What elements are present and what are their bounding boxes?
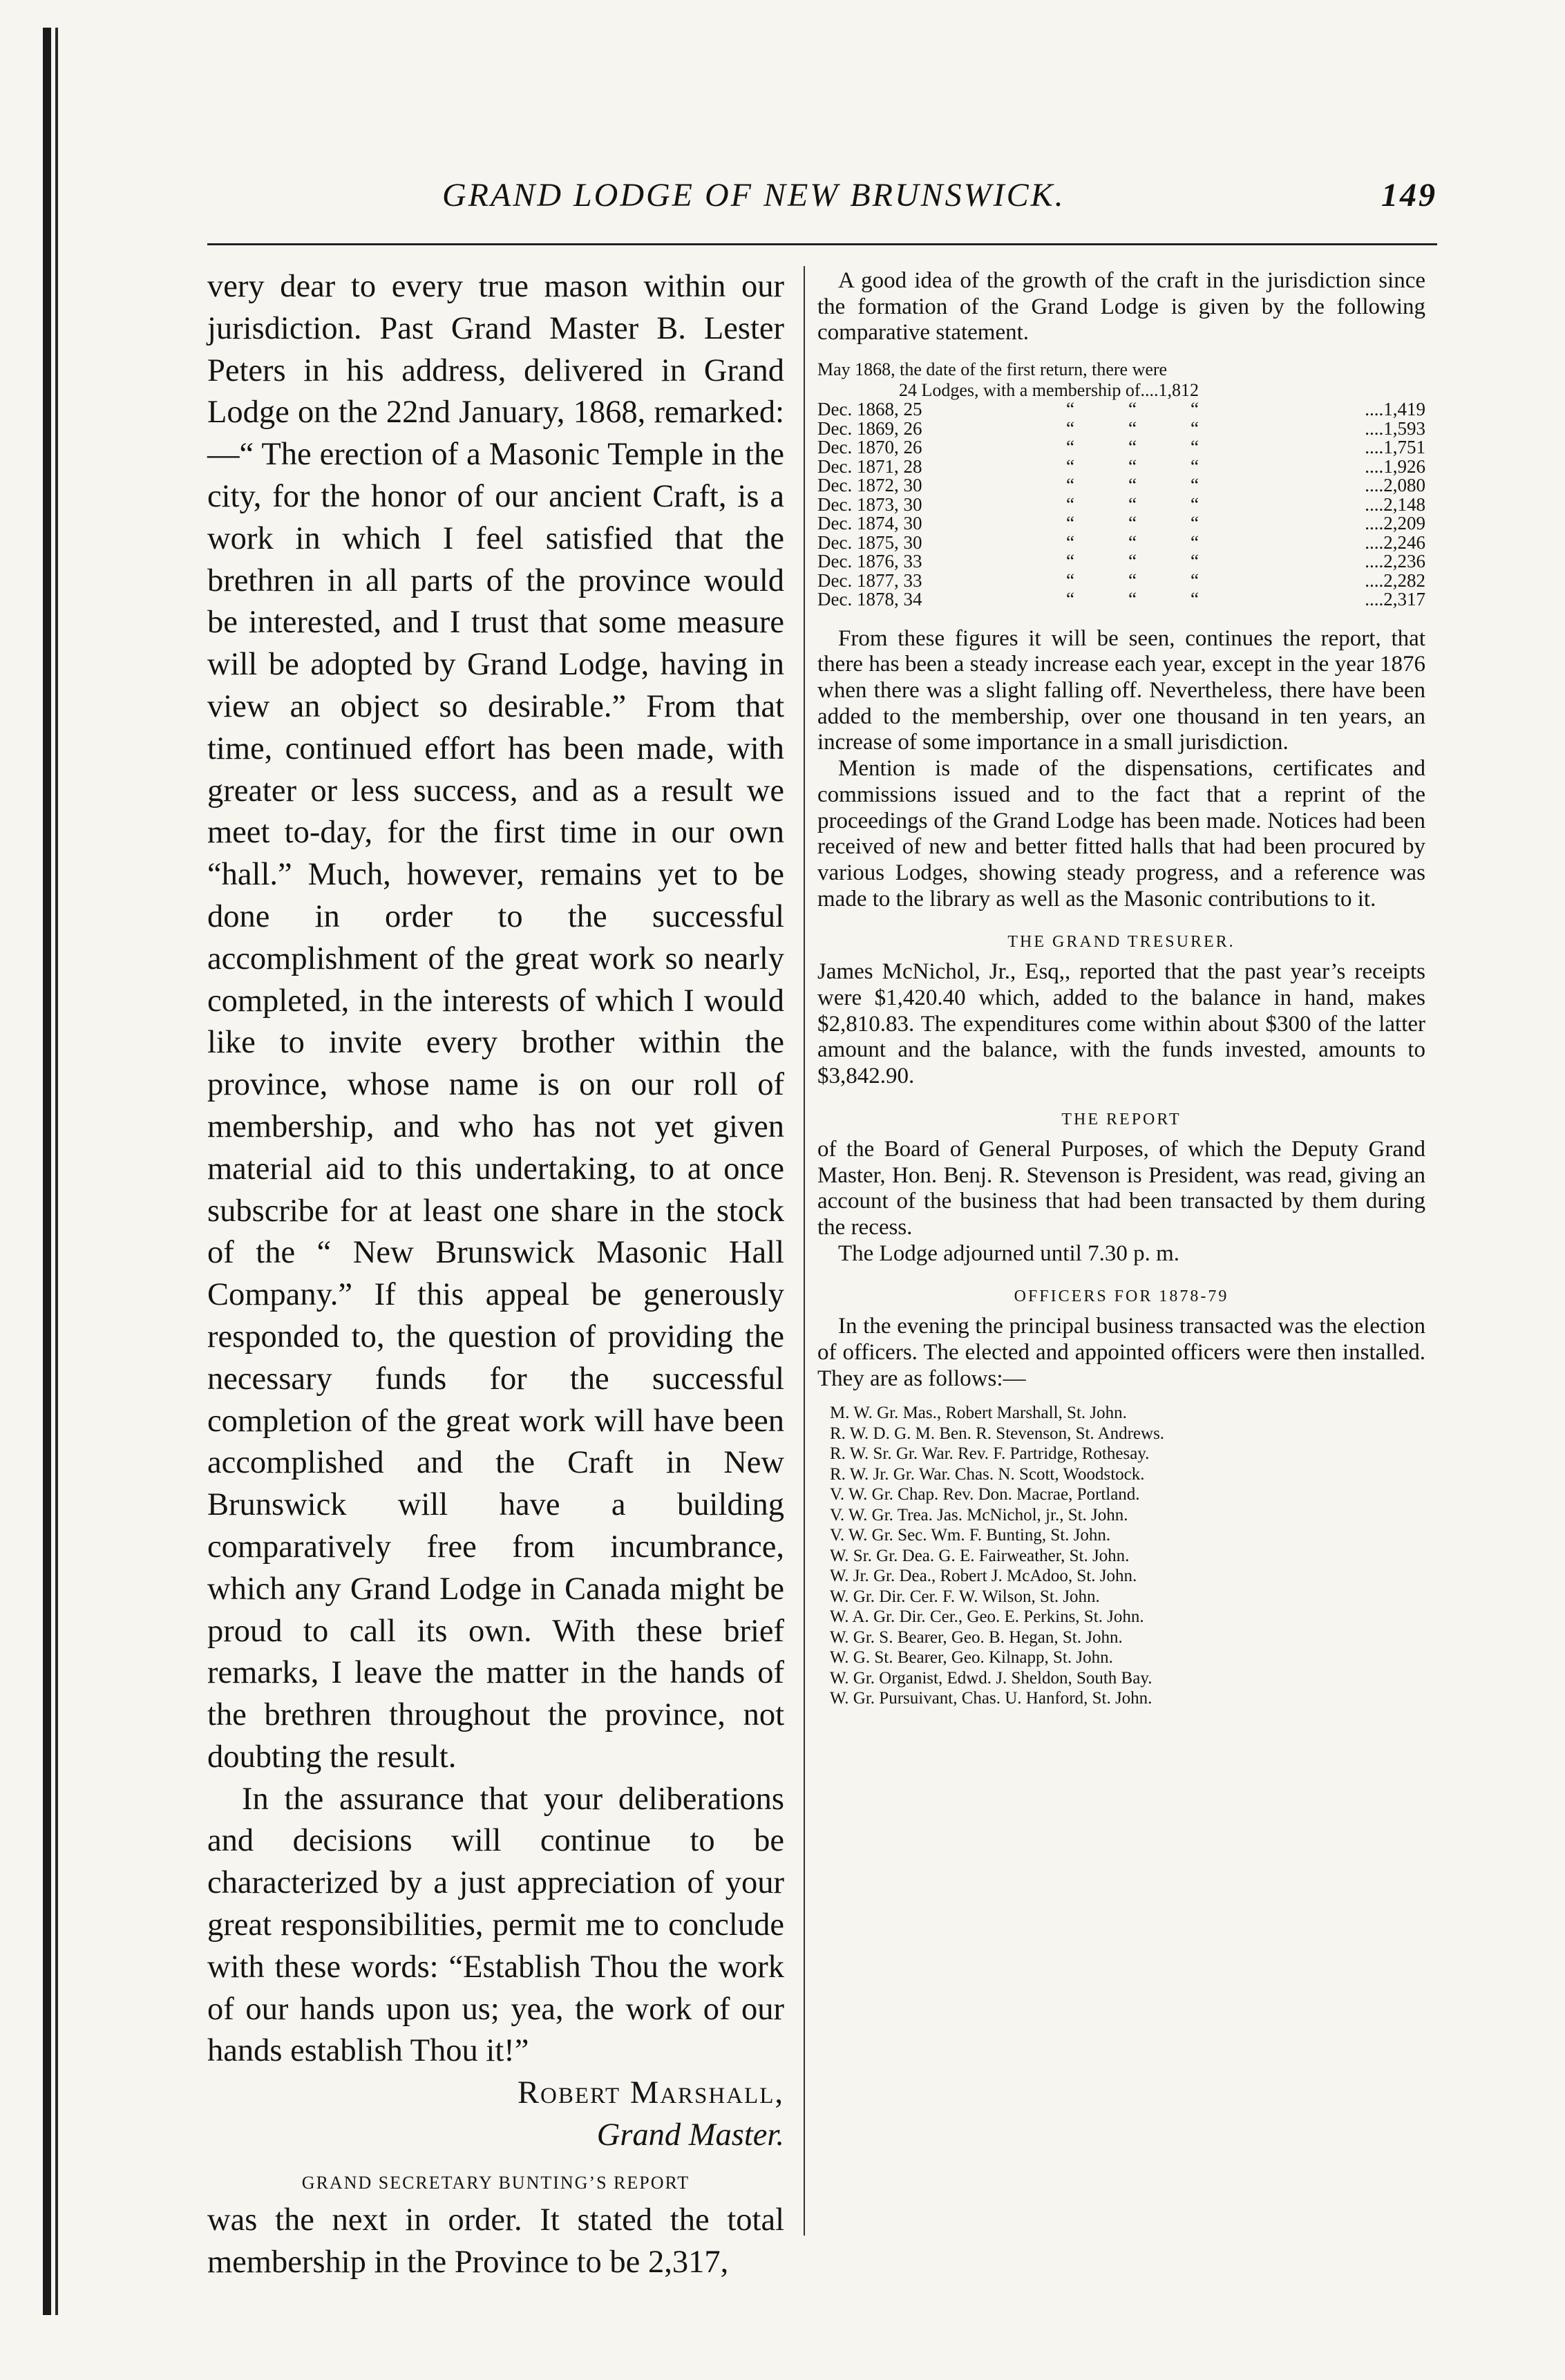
ditto: “ xyxy=(1191,531,1199,553)
row-count: ....1,593 xyxy=(1365,417,1425,439)
list-item: W. G. St. Bearer, Geo. Kilnapp, St. John. xyxy=(830,1648,1113,1668)
ditto: “ xyxy=(1066,417,1074,439)
row-count: ....2,236 xyxy=(1365,551,1425,572)
header-rule xyxy=(207,243,1437,245)
paragraph: of the Board of General Purposes, of which the Deputy Grand Master, Hon. Benj. R. Stevenson is President, was read, giving an account of the business that had been transacted by them during the recess. xyxy=(817,1136,1425,1240)
ditto: “ xyxy=(1066,455,1074,477)
row-count: ....2,246 xyxy=(1365,531,1425,553)
ditto: “ xyxy=(1191,399,1199,420)
paragraph: In the assurance that your deliberations and decisions will continue to be characterized by a just appreciation of your great responsibilities, permit me to conclude with these words: “Establish Thou the work of our hands upon us; yea, the work of our hands establish Thou it!” xyxy=(207,1781,784,2069)
ditto: “ xyxy=(1128,475,1137,496)
table-row xyxy=(817,514,1425,533)
ditto: “ xyxy=(1128,493,1137,515)
row-count: ....2,080 xyxy=(1365,475,1425,496)
table-row xyxy=(817,419,1425,439)
paragraph: was the next in order. It stated the total membership in the Province to be 2,317, xyxy=(207,2202,784,2280)
row-count: ....2,317 xyxy=(1365,589,1425,610)
ditto: “ xyxy=(1066,569,1074,591)
ditto: “ xyxy=(1066,493,1074,515)
ditto: “ xyxy=(1128,513,1137,534)
ditto: “ xyxy=(1066,475,1074,496)
table-row xyxy=(817,590,1425,610)
ditto: “ xyxy=(1191,493,1199,515)
list-item: M. W. Gr. Mas., Robert Marshall, St. John. xyxy=(830,1404,1127,1423)
table-row xyxy=(817,572,1425,591)
row-date: Dec. 1868, 25 xyxy=(817,399,922,420)
list-item: V. W. Gr. Chap. Rev. Don. Macrae, Portland. xyxy=(830,1485,1140,1504)
ditto: “ xyxy=(1128,399,1137,420)
list-item: W. A. Gr. Dir. Cer., Geo. E. Perkins, St. John. xyxy=(830,1607,1144,1627)
ditto: “ xyxy=(1066,589,1074,610)
row-count: ....1,419 xyxy=(1365,399,1425,420)
paragraph: From these figures it will be seen, continues the report, that there has been a steady increase each year, except in the year 1876 when there was a slight falling off. Nevertheless, there have been added to the membership, over one thousand in ten years, an increase of some importance in a small jurisdiction. xyxy=(817,625,1425,755)
ditto: “ xyxy=(1128,437,1137,458)
signature-name-text: Robert Marshall, xyxy=(518,2075,784,2111)
paragraph: A good idea of the growth of the craft in the jurisdiction since the formation of the Grand Lodge is given by the following comparative statement. xyxy=(817,268,1425,346)
row-count: ....1,751 xyxy=(1365,437,1425,458)
ditto: “ xyxy=(1066,551,1074,572)
running-header xyxy=(207,176,1437,218)
list-item: W. Gr. Organist, Edwd. J. Sheldon, South Bay. xyxy=(830,1668,1153,1688)
ditto: “ xyxy=(1066,531,1074,553)
row-date: Dec. 1873, 30 xyxy=(817,493,922,515)
ditto: “ xyxy=(1191,513,1199,534)
page-edge-shadow xyxy=(43,28,51,2315)
signature-name xyxy=(207,2072,784,2115)
row-date: Dec. 1875, 30 xyxy=(817,531,922,553)
table-row xyxy=(817,533,1425,553)
ditto: “ xyxy=(1191,589,1199,610)
row-date: Dec. 1874, 30 xyxy=(817,513,922,534)
ditto: “ xyxy=(1191,455,1199,477)
page-edge-line xyxy=(55,28,58,2315)
list-item: R. W. Sr. Gr. War. Rev. F. Partridge, Rothesay. xyxy=(830,1444,1150,1464)
list-item: W. Gr. Pursuivant, Chas. U. Hanford, St. John. xyxy=(830,1689,1153,1708)
section-heading-treasurer: THE GRAND TRESURER. xyxy=(1007,933,1235,952)
row-count: ....1,926 xyxy=(1365,455,1425,477)
ditto: “ xyxy=(1128,531,1137,553)
row-count: ....2,282 xyxy=(1365,569,1425,591)
row-date: Dec. 1878, 34 xyxy=(817,589,922,610)
membership-intro-continued: 24 Lodges, with a membership of....1,812 xyxy=(899,380,1199,401)
table-row xyxy=(817,552,1425,572)
row-date: Dec. 1876, 33 xyxy=(817,551,922,572)
ditto: “ xyxy=(1128,551,1137,572)
ditto: “ xyxy=(1128,455,1137,477)
paragraph: Mention is made of the dispensations, certificates and commissions issued and to the fact that a reprint of the proceedings of the Grand Lodge has been made. Notices had been received of new and better fitted halls that had been procured by various Lodges, showing steady progress, and a reference was made to the library as well as the Masonic contributions to it. xyxy=(817,756,1425,912)
row-count: ....2,209 xyxy=(1365,513,1425,534)
ditto: “ xyxy=(1066,399,1074,420)
paragraph: very dear to every true mason within our jurisdiction. Past Grand Master B. Lester Peters in his address, delivered in Grand Lodge on the 22nd January, 1868, remarked:—“ The erection of a Masonic Temple in the city, for the honor of our ancient Craft, is a work in which I feel satisfied that the brethren in all parts of the province would be interested, and I trust that some measure will be adopted by Grand Lodge, having in view an object so desirable.” From that time, continued effort has been made, with greater or less success, and as a result we meet to-day, for the first time in our own “hall.” Much, however, remains yet to be done in order to the successful accomplishment of the great work so nearly completed, in the interests of which I would like to invite every brother within the province, whose name is on our roll of membership, and who has not yet given material aid to this undertaking, to at once subscribe for at least one share in the stock of the “ New Brunswick Masonic Hall Company.” If this appeal be generously responded to, the question of providing the necessary funds for the successful completion of the great work will have been accomplished and the Craft in New Brunswick will have a building comparatively free from incumbrance, which any Grand Lodge in Canada might be proud to call its own. With these brief remarks, I leave the matter in the hands of the brethren throughout the province, not doubting the result. xyxy=(207,269,784,1775)
paragraph: The Lodge adjourned until 7.30 p. m. xyxy=(838,1240,1179,1266)
ditto: “ xyxy=(1128,569,1137,591)
list-item: V. W. Gr. Sec. Wm. F. Bunting, St. John. xyxy=(830,1526,1111,1545)
section-heading-report: THE REPORT xyxy=(1061,1110,1182,1128)
page-number: 149 xyxy=(1381,177,1437,214)
left-column xyxy=(207,266,784,2283)
list-item: V. W. Gr. Trea. Jas. McNichol, jr., St. John. xyxy=(830,1505,1128,1524)
ditto: “ xyxy=(1191,551,1199,572)
row-date: Dec. 1870, 26 xyxy=(817,437,922,458)
officers-list xyxy=(817,1403,1425,1709)
section-heading-officers: OFFICERS FOR 1878-79 xyxy=(1014,1287,1229,1306)
row-date: Dec. 1871, 28 xyxy=(817,455,922,477)
ditto: “ xyxy=(1128,417,1137,439)
row-date: Dec. 1877, 33 xyxy=(817,569,922,591)
row-count: ....2,148 xyxy=(1365,493,1425,515)
table-row xyxy=(817,400,1425,419)
list-item: W. Sr. Gr. Dea. G. E. Fairweather, St. John. xyxy=(830,1546,1130,1565)
list-item: W. Jr. Gr. Dea., Robert J. McAdoo, St. John. xyxy=(830,1567,1137,1586)
ditto: “ xyxy=(1128,589,1137,610)
signature-title: Grand Master. xyxy=(596,2117,784,2153)
table-row xyxy=(817,476,1425,495)
list-item: W. Gr. Dir. Cer. F. W. Wilson, St. John. xyxy=(830,1587,1100,1606)
ditto: “ xyxy=(1191,475,1199,496)
membership-table xyxy=(817,400,1425,610)
list-item: W. Gr. S. Bearer, Geo. B. Hegan, St. John. xyxy=(830,1627,1123,1647)
paragraph: In the evening the principal business transacted was the election of officers. The elected and appointed officers were then installed. They are as follows:— xyxy=(817,1314,1425,1391)
running-title: GRAND LODGE OF NEW BRUNSWICK. xyxy=(442,177,1065,214)
list-item: R. W. Jr. Gr. War. Chas. N. Scott, Woodstock. xyxy=(830,1464,1145,1484)
ditto: “ xyxy=(1066,437,1074,458)
table-row xyxy=(817,495,1425,515)
paragraph: James McNichol, Jr., Esq,, reported that the past year’s receipts were $1,420.40 which, added to the balance in hand, makes $2,810.83. The expenditures come within about $300 of the latter amount and the balance, with the funds invested, amounts to $3,842.90. xyxy=(817,959,1425,1089)
row-date: Dec. 1872, 30 xyxy=(817,475,922,496)
table-row xyxy=(817,457,1425,477)
column-divider xyxy=(804,266,805,2236)
ditto: “ xyxy=(1066,513,1074,534)
row-date: Dec. 1869, 26 xyxy=(817,417,922,439)
list-item: R. W. D. G. M. Ben. R. Stevenson, St. Andrews. xyxy=(830,1424,1165,1443)
ditto: “ xyxy=(1191,437,1199,458)
section-heading: GRAND SECRETARY BUNTING’S REPORT xyxy=(301,2172,690,2193)
right-column xyxy=(817,268,1425,1709)
ditto: “ xyxy=(1191,569,1199,591)
membership-intro: May 1868, the date of the first return, there were xyxy=(817,359,1168,380)
table-row xyxy=(817,438,1425,457)
ditto: “ xyxy=(1191,417,1199,439)
